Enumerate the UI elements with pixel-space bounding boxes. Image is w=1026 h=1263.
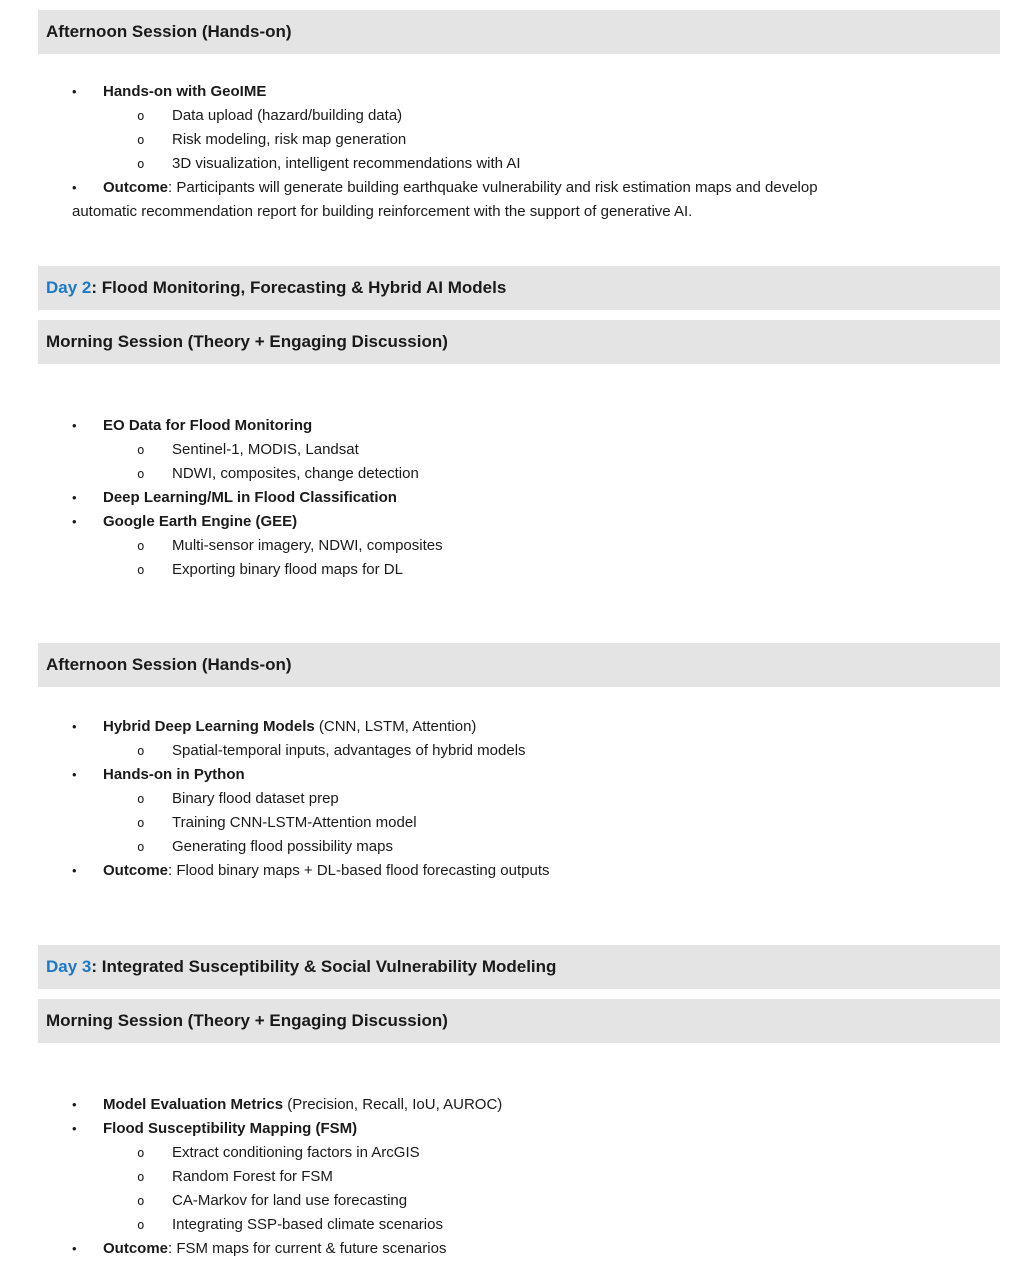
circle-bullet-icon: o [137,791,145,806]
list-subitem [38,1213,1000,1237]
list-subitem-text: Sentinel-1, MODIS, Landsat [172,441,359,458]
list-subitem-text: 3D visualization, intelligent recommendations with AI [172,155,521,172]
day2-header-band [38,266,1000,310]
circle-bullet-icon: o [137,1217,145,1232]
list-subitem [38,558,1000,582]
list-item-bold: Deep Learning/ML in Flood Classification [103,489,397,506]
bullet-icon: • [72,490,77,505]
outcome-item [38,176,1000,224]
list-item-text: (CNN, LSTM, Attention) [314,718,477,735]
list-item [38,486,1000,510]
list-subitem [38,811,1000,835]
outcome-label: Outcome [103,862,169,879]
circle-bullet-icon: o [137,1193,145,1208]
session-header-label: Afternoon Session (Hands-on) [46,22,292,41]
list-subitem-text: Extract conditioning factors in ArcGIS [172,1144,420,1161]
day3-title: : Integrated Susceptibility & Social Vulnerability Modeling [91,957,557,976]
outcome-text: : FSM maps for current & future scenarios [168,1240,447,1257]
list-item-bold: Flood Susceptibility Mapping (FSM) [103,1120,358,1137]
circle-bullet-icon: o [137,466,145,481]
list-subitem [38,787,1000,811]
list-subitem [38,104,1000,128]
list-item-bold: Model Evaluation Metrics [103,1096,284,1113]
outcome-label: Outcome [103,179,169,196]
document-page [38,10,1000,1261]
outcome-text-line1: : Participants will generate building earthquake vulnerability and risk estimation maps and develop [168,179,818,196]
outcome-label: Outcome [103,1240,169,1257]
session-header-day1-afternoon [38,10,1000,54]
session-header-day2-afternoon [38,643,1000,687]
list-subitem-text: Multi-sensor imagery, NDWI, composites [172,537,443,554]
list-subitem-text: Random Forest for FSM [172,1168,333,1185]
list-subitem-text: Exporting binary flood maps for DL [172,561,403,578]
bullet-icon: • [72,767,77,782]
circle-bullet-icon: o [137,562,145,577]
list-subitem-text: Spatial-temporal inputs, advantages of hybrid models [172,742,526,759]
list-item [38,510,1000,534]
circle-bullet-icon: o [137,1169,145,1184]
list-subitem-text: CA-Markov for land use forecasting [172,1192,408,1209]
list-item [38,1117,1000,1141]
day3-morning-list [38,1093,1000,1261]
list-subitem [38,1165,1000,1189]
list-item [38,80,1000,104]
list-subitem-text: Generating flood possibility maps [172,838,393,855]
list-subitem [38,1141,1000,1165]
list-subitem [38,739,1000,763]
bullet-icon: • [72,719,77,734]
circle-bullet-icon: o [137,132,145,147]
bullet-icon: • [72,84,77,99]
list-item-bold: Hybrid Deep Learning Models [103,718,315,735]
list-item-text: (Precision, Recall, IoU, AUROC) [283,1096,503,1113]
circle-bullet-icon: o [137,108,145,123]
outcome-text: : Flood binary maps + DL-based flood forecasting outputs [168,862,550,879]
bullet-icon: • [72,1121,77,1136]
bullet-icon: • [72,180,77,195]
list-subitem-text: Integrating SSP-based climate scenarios [172,1216,443,1233]
circle-bullet-icon: o [137,743,145,758]
outcome-item [38,859,1000,883]
day2-morning-list [38,414,1000,582]
circle-bullet-icon: o [137,156,145,171]
session-header-day2-morning [38,320,1000,364]
list-subitem [38,835,1000,859]
session-header-label: Afternoon Session (Hands-on) [46,655,292,674]
session-header-label: Morning Session (Theory + Engaging Discussion) [46,332,448,351]
day2-title: : Flood Monitoring, Forecasting & Hybrid AI Models [91,278,507,297]
list-subitem-text: NDWI, composites, change detection [172,465,419,482]
bullet-icon: • [72,1241,77,1256]
day3-label: Day 3 [46,957,92,976]
day2-afternoon-list [38,715,1000,883]
circle-bullet-icon: o [137,839,145,854]
bullet-icon: • [72,418,77,433]
list-item [38,763,1000,787]
list-subitem [38,438,1000,462]
day3-header-band [38,945,1000,989]
bullet-icon: • [72,1097,77,1112]
circle-bullet-icon: o [137,538,145,553]
circle-bullet-icon: o [137,442,145,457]
list-item [38,414,1000,438]
list-subitem-text: Data upload (hazard/building data) [172,107,403,124]
list-subitem-text: Risk modeling, risk map generation [172,131,407,148]
list-subitem-text: Training CNN-LSTM-Attention model [172,814,417,831]
list-item-bold: Google Earth Engine (GEE) [103,513,298,530]
list-item-bold: EO Data for Flood Monitoring [103,417,313,434]
bullet-icon: • [72,863,77,878]
circle-bullet-icon: o [137,1145,145,1160]
list-item [38,1093,1000,1117]
list-subitem [38,128,1000,152]
list-item-bold: Hands-on with GeoIME [103,83,267,100]
list-item [38,715,1000,739]
session-header-label: Morning Session (Theory + Engaging Discussion) [46,1011,448,1030]
list-subitem [38,152,1000,176]
outcome-item [38,1237,1000,1261]
list-item-bold: Hands-on in Python [103,766,245,783]
day1-afternoon-list [38,80,1000,224]
list-subitem [38,534,1000,558]
session-header-day3-morning [38,999,1000,1043]
day2-label: Day 2 [46,278,92,297]
bullet-icon: • [72,514,77,529]
circle-bullet-icon: o [137,815,145,830]
list-subitem [38,462,1000,486]
list-subitem-text: Binary flood dataset prep [172,790,339,807]
list-subitem [38,1189,1000,1213]
outcome-text-line2: automatic recommendation report for building reinforcement with the support of generative AI. [72,203,693,220]
